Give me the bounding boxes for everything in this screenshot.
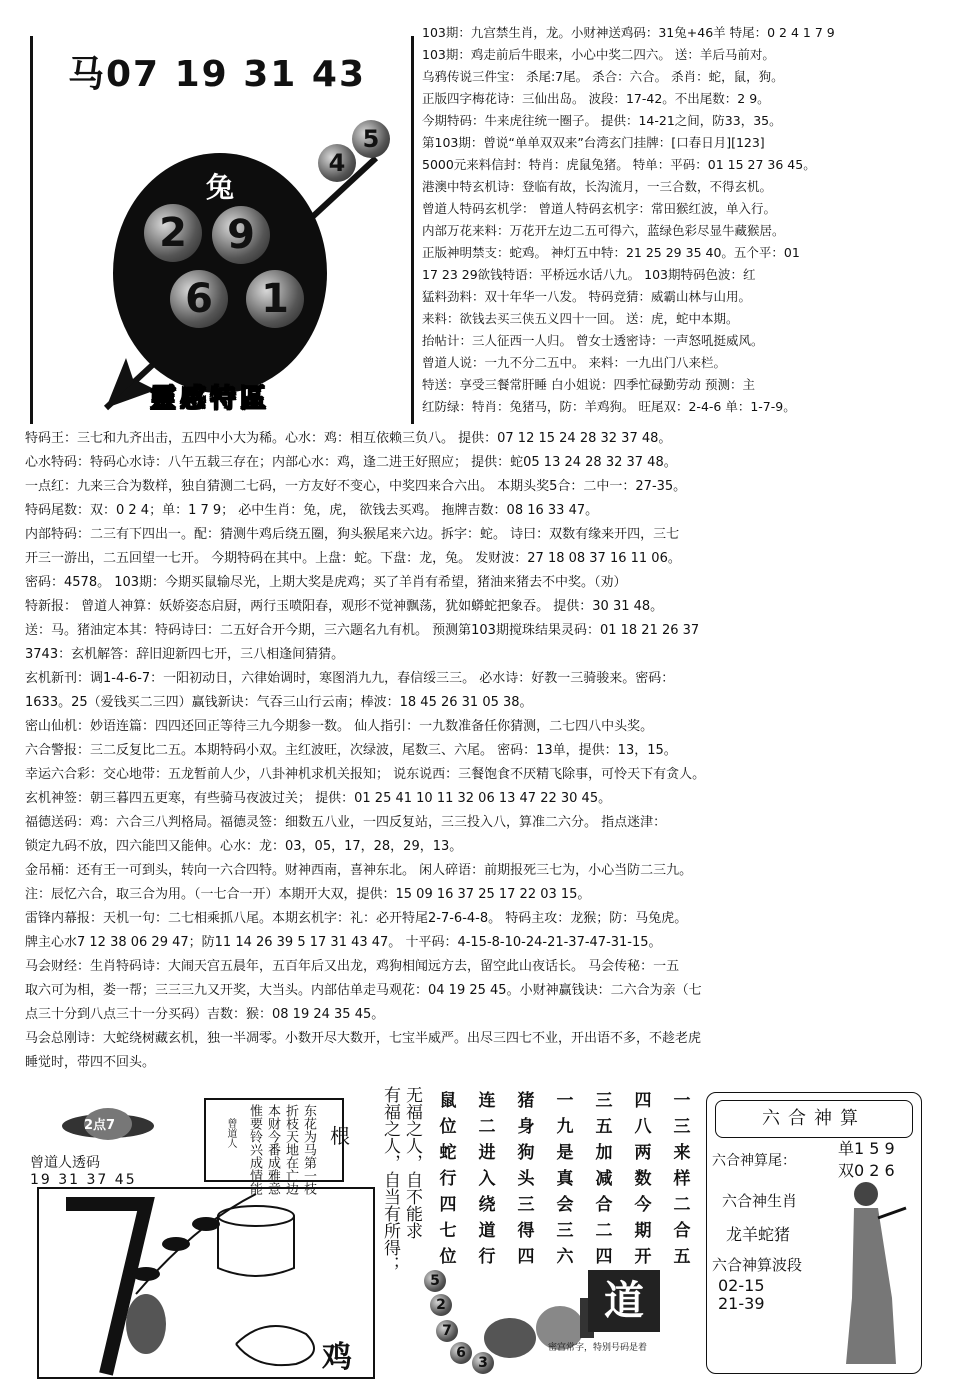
bottom-left-numbers: 19 31 37 45 xyxy=(30,1172,137,1188)
zodiac-label: 六合神生肖 xyxy=(722,1192,798,1210)
grid-cell: 四 xyxy=(439,1195,457,1215)
grid-cell: 开 xyxy=(634,1247,652,1267)
text-line: 5000元来料信封：特肖：虎鼠兔猪。 特单：平码：01 15 27 36 45。 xyxy=(422,157,816,172)
badge-label: 2点7 xyxy=(84,1118,116,1133)
text-line: 第103期：曾说“单单双双来”台湾玄门挂牌：[口春日月][123] xyxy=(422,135,765,150)
text-line: 六合警报：三二反复比二五。本期特码小双。主红波旺，次绿波，尾数三、六尾。 密码：13单，提供：13，15。 xyxy=(25,743,677,758)
grid-cell: 三 xyxy=(556,1221,574,1241)
text-line: 金吊桶：还有王一可到头，转向一六合四特。财神西南，喜神东北。 闲人碎语：前期报死三七为，小心当防二三九。 xyxy=(25,863,693,878)
grid-cell: 蛇 xyxy=(439,1143,457,1163)
text-line: 牌主心水7 12 38 06 29 47；防11 14 26 39 5 17 31 43 47。 十平码：4-15-8-10-24-21-37-47-31-15。 xyxy=(25,935,662,950)
text-line: 来料：欲钱去买三侠五义四十一回。 送：虎，蛇中本期。 xyxy=(422,311,739,326)
ball-1: 2 xyxy=(144,204,202,262)
text-line: 曾道人特码玄机学： 曾道人特码玄机字：常田猴红波，单入行。 xyxy=(422,201,776,216)
bottom-ball: 6 xyxy=(450,1342,472,1364)
text-line: 特送：享受三餐常肝睡 白小姐说：四季忙碌勤劳动 预测：主 xyxy=(422,377,755,392)
balls-figure xyxy=(424,1270,604,1380)
grid-cell: 会 xyxy=(556,1195,574,1215)
small-ball-1: 4 xyxy=(318,144,356,182)
grid-cell: 绕 xyxy=(478,1195,496,1215)
grid-row xyxy=(430,1112,700,1138)
grid-cell: 一 xyxy=(673,1091,691,1111)
grid-cell: 鼠 xyxy=(439,1091,457,1111)
rabbit-label: 兔 xyxy=(206,171,235,204)
text-line: 注：辰忆六合，取三合为用。（一七合一开）本期开大双，提供：15 09 16 37 25 17 22 03 15。 xyxy=(25,887,591,902)
grid-cell: 头 xyxy=(517,1169,535,1189)
grid-cell: 来 xyxy=(673,1143,691,1163)
grid-row xyxy=(430,1086,700,1112)
grid-cell: 五 xyxy=(595,1117,613,1137)
text-line: 送：马。猪油定本其：特码诗曰：二五好合开今期，三六题名九有机。 预测第103期搅珠结果灵码：01 18 21 26 37 xyxy=(25,623,700,638)
bottom-left-title: 曾道人透码 xyxy=(30,1155,100,1171)
text-line: 抬帖计：三人征西一人归。 曾女士透密诗：一声怒吼挺威风。 xyxy=(422,333,764,348)
grid-cell: 位 xyxy=(439,1247,457,1267)
poem-col: 折枝天地在亡边 xyxy=(283,1104,298,1195)
text-line: 睡觉时，带四不回头。 xyxy=(25,1055,156,1070)
figure-sketch xyxy=(480,1288,600,1368)
banner-title: 靈感特區 xyxy=(150,384,271,414)
grid-cell: 道 xyxy=(478,1221,496,1241)
poem-col: 本财今番成雅意 xyxy=(265,1104,280,1195)
wave-label: 六合神算波段 xyxy=(712,1256,803,1274)
poem-signature: 曾道人 xyxy=(225,1118,236,1148)
text-line: 内部万花来料：万花开左边二五可得六，蓝绿色彩尽显牛藏猴居。 xyxy=(422,223,785,238)
ball-2: 9 xyxy=(212,206,270,264)
grid-row xyxy=(430,1216,700,1242)
bottom-ball: 7 xyxy=(436,1320,458,1342)
small-ball-2: 5 xyxy=(352,120,390,158)
dao-caption: 密宫常字，特别号码是着 xyxy=(548,1343,648,1353)
poem-col: 东花为马第一枝 xyxy=(301,1104,316,1195)
text-line: 雷锋内幕报：天机一句：二七相乘抓八尾。本期玄机字：礼：必开特尾2-7-6-4-8。 特码主攻：龙猴；防：马兔虎。 xyxy=(25,911,688,926)
grid-cell: 二 xyxy=(595,1221,613,1241)
text-line: 密山仙机：妙语连篇：四四还回正等待三九今期参一数。 仙人指引：一九数准备任你猜测，二七四八中头奖。 xyxy=(25,719,654,734)
text-line: 幸运六合彩：交心地带：五龙暂前人少，八卦神机求机关报知； 说东说西：三餐饱食不厌精飞除事，可怜天下有贪人。 xyxy=(25,767,706,782)
character-grid xyxy=(430,1086,700,1268)
grid-cell: 是 xyxy=(556,1143,574,1163)
grid-cell: 三 xyxy=(517,1195,535,1215)
tail-single: 单1 5 9 xyxy=(838,1139,895,1158)
grid-cell: 九 xyxy=(556,1117,574,1137)
badge-graphic xyxy=(58,1100,158,1144)
grid-cell: 狗 xyxy=(517,1143,535,1163)
tail-double: 双0 2 6 xyxy=(838,1161,895,1180)
grid-cell: 行 xyxy=(439,1169,457,1189)
grid-cell: 一 xyxy=(556,1091,574,1111)
text-line: 开三一游出，二五回望一七开。 今期特码在其中。上盘：蛇。下盘：龙，兔。 发财波：27 18 08 37 16 11 06。 xyxy=(25,551,681,566)
grid-cell: 七 xyxy=(439,1221,457,1241)
poem-col: 惟要铃兴成情能 xyxy=(247,1104,262,1195)
ball-4: 1 xyxy=(246,270,304,328)
text-line: 特码王：三七和九齐出击，五四中小大为稀。心水：鸡：相互依赖三负八。 提供：07 12 15 24 28 32 37 48。 xyxy=(25,431,672,446)
text-line: 特新报： 曾道人神算：妖娇姿态启厨，两行玉喷阳春，观形不觉神飘荡，犹如蟒蛇把象吞。 提供：30 31 48。 xyxy=(25,599,664,614)
text-line: 今期特码：牛来虎往统一圈子。 提供：14-21之间，防33，35。 xyxy=(422,113,782,128)
text-line: 103期：九宫禁生肖，龙。小财神送鸡码：31兔+46羊 特尾：0 2 4 1 7 9 xyxy=(422,25,835,40)
grid-cell: 身 xyxy=(517,1117,535,1137)
grid-cell: 真 xyxy=(556,1169,574,1189)
grid-cell: 三 xyxy=(595,1091,613,1111)
text-line: 3743：玄机解答：辞旧迎新四七开，三八相逢间猜猜。 xyxy=(25,647,345,662)
grid-cell: 样 xyxy=(673,1169,691,1189)
grid-cell: 加 xyxy=(595,1143,613,1163)
text-line: 福德送码：鸡：六合三八判格局。福德灵签：细数五八业，一四反复站，三三投入八，算准二六分。 指点迷津： xyxy=(25,815,667,830)
grid-cell: 减 xyxy=(595,1169,613,1189)
text-line: 心水特码：特码心水诗：八午五载三存在；内部心水：鸡，逢二进王好照应； 提供：蛇05 13 24 28 32 37 48。 xyxy=(25,455,677,470)
grid-row xyxy=(430,1242,700,1268)
grid-cell: 合 xyxy=(673,1221,691,1241)
text-line: 正版四字梅花诗：三仙出岛。 波段：17-42。不出尾数：2 9。 xyxy=(422,91,770,106)
grid-row xyxy=(430,1164,700,1190)
grid-cell: 得 xyxy=(517,1221,535,1241)
grid-cell: 二 xyxy=(673,1195,691,1215)
text-line: 点三十分到八点三十一分买码）吉数：猴：08 19 24 35 45。 xyxy=(25,1007,385,1022)
grid-cell: 今 xyxy=(634,1195,652,1215)
liuhe-title: 六合神算 xyxy=(715,1100,913,1138)
ji-char: 鸡 xyxy=(322,1340,352,1375)
grid-cell: 期 xyxy=(634,1221,652,1241)
grid-row xyxy=(430,1138,700,1164)
bottom-ball: 5 xyxy=(424,1270,446,1292)
text-line: 红防绿：特肖：兔猪马，防：羊鸡狗。 旺尾双：2-4-6 单：1-7-9。 xyxy=(422,399,796,414)
zodiac-value: 龙羊蛇猪 xyxy=(726,1225,791,1244)
grid-cell: 两 xyxy=(634,1143,652,1163)
grid-cell: 位 xyxy=(439,1117,457,1137)
grid-cell: 行 xyxy=(478,1247,496,1267)
grid-cell: 二 xyxy=(478,1117,496,1137)
text-line: 一点红：九来三合为数样，独自猜测二七码，一方友好不变心，中奖四来合六出。 本期头奖5合：二中一：27-35。 xyxy=(25,479,687,494)
text-line: 密码：4578。 103期：今期买鼠输尽光，上期大奖是虎鸡；买了羊肖有希望，猪油来猪去不中奖。（劝） xyxy=(25,575,627,590)
grid-cell: 入 xyxy=(478,1169,496,1189)
grid-cell: 四 xyxy=(634,1091,652,1111)
text-line: 17 23 29欲钱特语：平桥远水话八九。 103期特码色波：红 xyxy=(422,267,756,282)
wave-2: 21-39 xyxy=(718,1294,765,1313)
text-line: 取六可为相，娄一帮；三三三九又开奖，大当头。内部估单走马观花：04 19 25 45。小财神赢钱诀：二六合为亲（七 xyxy=(25,983,702,998)
text-line: 内部特码：二三有下四出一。配：猜测牛鸡后绕五圈，狗头猴尾来六边。拆字：蛇。 诗曰：双数有缘来开四，三七 xyxy=(25,527,680,542)
text-line: 马会财经：生肖特码诗：大闹天宫五晨年，五百年后又出龙，鸡狗相闻远方去，留空此山夜话长。 马会传秘：一五 xyxy=(25,959,680,974)
wave-1: 02-15 xyxy=(718,1276,765,1295)
grid-cell: 六 xyxy=(556,1247,574,1267)
root-char: 根 xyxy=(330,1124,350,1148)
grid-cell: 数 xyxy=(634,1169,652,1189)
text-line: 特码尾数：双：0 2 4；单：1 7 9； 必中生肖：兔，虎， 欲钱去买鸡。 拖牌吉数：08 16 33 47。 xyxy=(25,503,599,518)
text-line: 1633。25（爱钱买二三四）赢钱新诀：气吞三山行云南；棒波：18 45 26 31 05 38。 xyxy=(25,695,533,710)
headline-numbers: 马07 19 31 43 xyxy=(68,54,366,95)
bottom-ball: 3 xyxy=(472,1352,494,1374)
text-line: 锁定九码不放，四六能凹又能伸。心水：龙：03，05，17，28，29，13。 xyxy=(25,839,463,854)
dao-box: 道 xyxy=(588,1270,660,1332)
grid-cell: 猪 xyxy=(517,1091,535,1111)
grid-cell: 四 xyxy=(595,1247,613,1267)
text-line: 港澳中特玄机诗：登临有故，长沟流月，一三合数，不得玄机。 xyxy=(422,179,773,194)
main-text-body xyxy=(25,428,937,1074)
grid-cell: 五 xyxy=(673,1247,691,1267)
vertical-proverb: 无福之人，自不能求 xyxy=(402,1086,422,1239)
grid-cell: 连 xyxy=(478,1091,496,1111)
text-line: 103期：鸡走前后牛眼来，小心中奖二四六。 送：羊后马前对。 xyxy=(422,47,775,62)
ball-3: 6 xyxy=(170,270,228,328)
grid-cell: 四 xyxy=(517,1247,535,1267)
grid-row xyxy=(430,1190,700,1216)
grid-cell: 八 xyxy=(634,1117,652,1137)
figure-illustration xyxy=(826,1178,918,1368)
grid-cell: 进 xyxy=(478,1143,496,1163)
text-line: 正版神明禁支：蛇鸡。 神灯五中特：21 25 29 35 40。五个平：01 xyxy=(422,245,800,260)
bottom-ball: 2 xyxy=(430,1294,452,1316)
right-text-column xyxy=(422,22,934,424)
grid-cell: 三 xyxy=(673,1117,691,1137)
grid-cell: 合 xyxy=(595,1195,613,1215)
tail-label: 六合神算尾： xyxy=(712,1153,796,1169)
text-line: 玄机新刊：调1-4-6-7：一阳初动日，六律始调时，寒图消九九，春信绥三三。 必水诗：好教一三骑骏来。密码： xyxy=(25,671,675,686)
text-line: 玄机神签：朝三暮四五更寒，有些骑马夜波过关； 提供：01 25 41 10 11 32 06 13 47 22 30 45。 xyxy=(25,791,612,806)
text-line: 猛料劲料：双十年华一八发。 特码竞猜：威霸山林与山用。 xyxy=(422,289,751,304)
text-line: 马会总刚诗：大蛇绕树藏玄机，独一半凋零。小数开尽大数开，七宝半威严。出尽三四七不业，开出语不多，不趁老虎 xyxy=(25,1031,702,1046)
vertical-proverb: 有福之人，自当有所得； xyxy=(380,1086,400,1273)
text-line: 曾道人说：一九不分二五中。 来料：一九出门八来栏。 xyxy=(422,355,726,370)
text-line: 乌鸦传说三件宝： 杀尾:7尾。 杀合：六合。 杀肖：蛇，鼠，狗。 xyxy=(422,69,784,84)
